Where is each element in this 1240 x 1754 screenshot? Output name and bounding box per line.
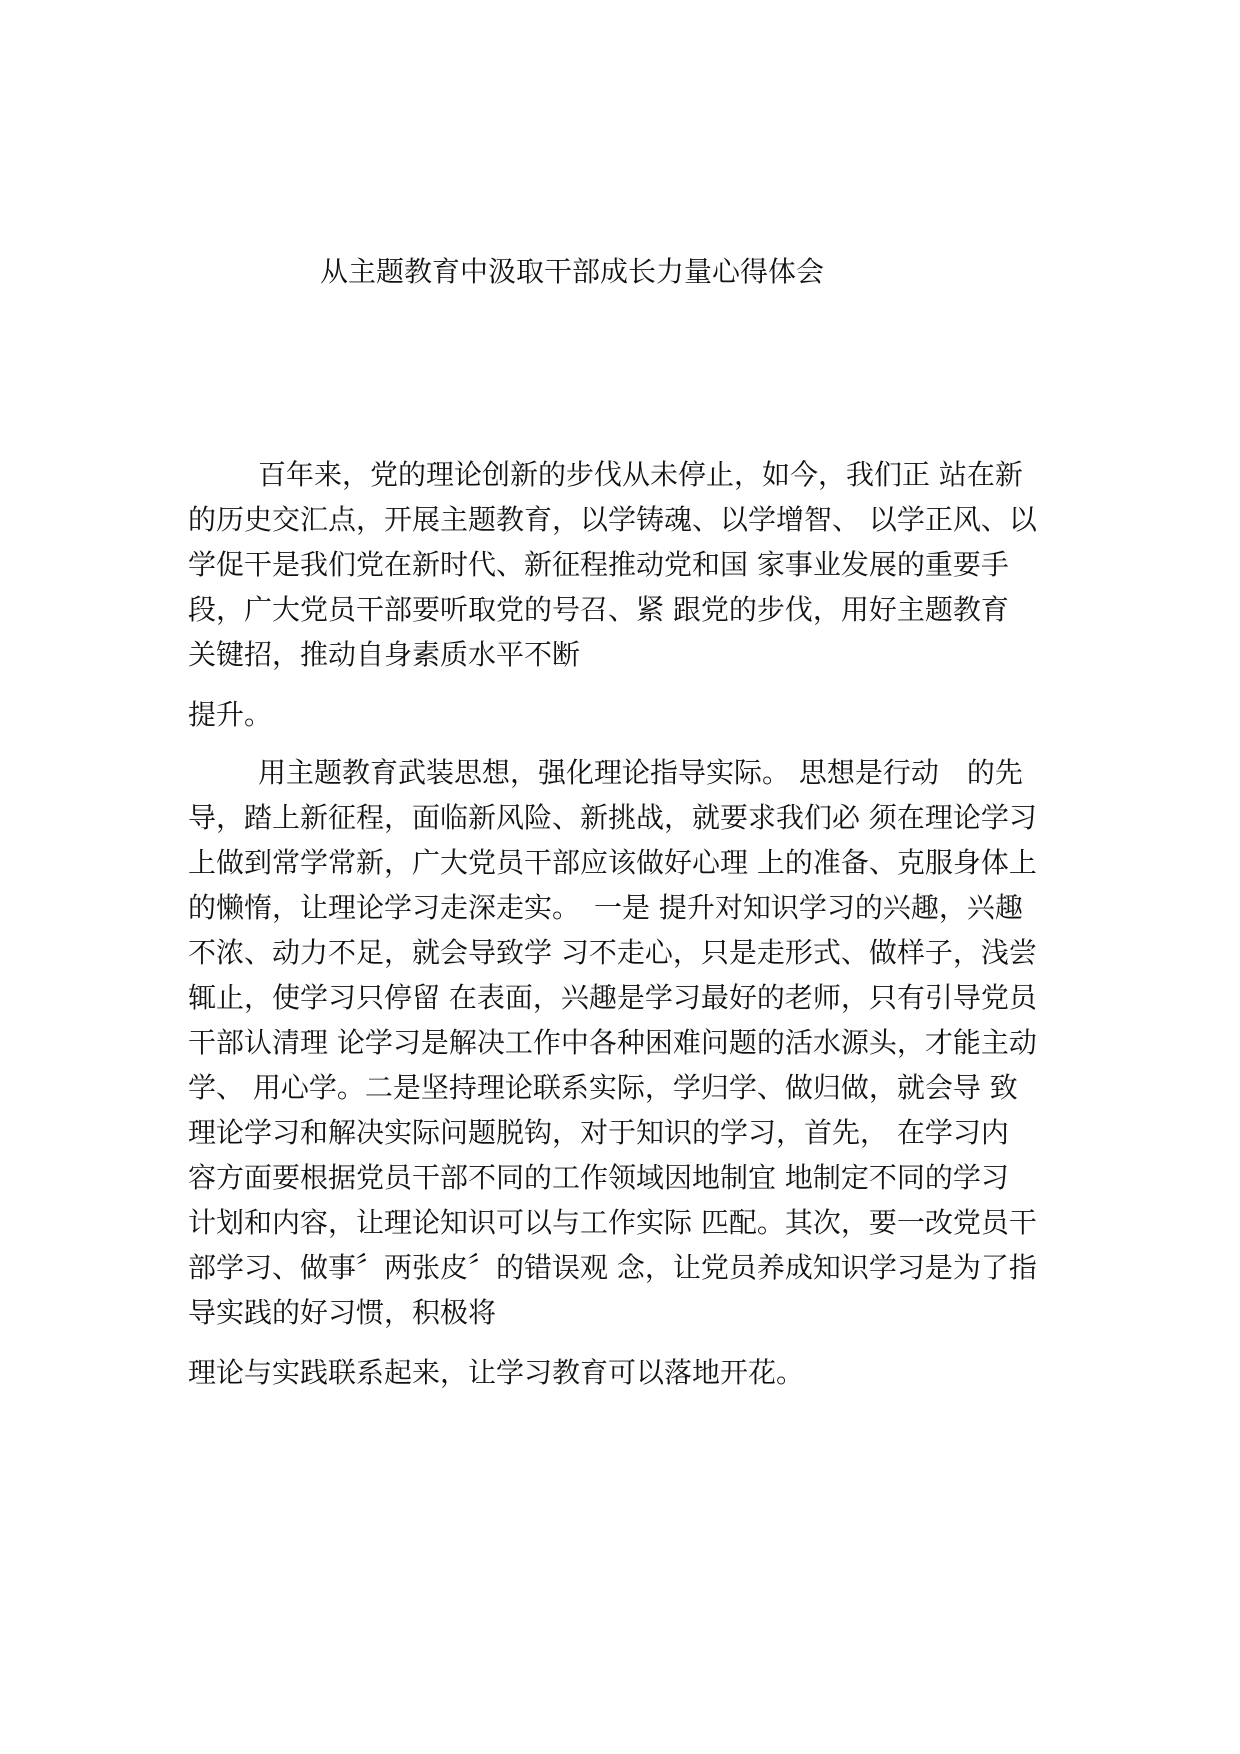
paragraph-2-line-9: 理论学习和解决实际问题脱钩，对于知识的学习，首先， 在学习内 [188, 1116, 1009, 1149]
document-title: 从主题教育中汲取干部成长力量心得体会 [320, 255, 825, 288]
paragraph-1-line-6: 提升。 [188, 698, 273, 731]
paragraph-2-line-8: 学、 用心学。二是坚持理论联系实际，学归学、做归做，就会导 致 [188, 1071, 1018, 1104]
paragraph-2-line-14: 理论与实践联系起来，让学习教育可以落地开花。 [188, 1356, 805, 1389]
paragraph-1-line-3: 学促干是我们党在新时代、新征程推动党和国 家事业发展的重要手 [188, 548, 1009, 581]
paragraph-1-line-1: 百年来，党的理论创新的步伐从未停止，如今，我们正 站在新 [258, 458, 1023, 491]
paragraph-2-line-5: 不浓、动力不足，就会导致学 习不走心，只是走形式、做样子，浅尝 [188, 936, 1037, 969]
paragraph-2-line-13: 导实践的好习惯，积极将 [188, 1296, 497, 1329]
paragraph-1-line-4: 段，广大党员干部要听取党的号召、紧 跟党的步伐，用好主题教育 [188, 593, 1009, 626]
paragraph-2-line-7: 干部认清理 论学习是解决工作中各种困难问题的活水源头，才能主动 [188, 1026, 1037, 1059]
paragraph-2-line-10: 容方面要根据党员干部不同的工作领域因地制宜 地制定不同的学习 [188, 1161, 1009, 1194]
paragraph-2-line-6: 辄止，使学习只停留 在表面，兴趣是学习最好的老师，只有引导党员 [188, 981, 1037, 1014]
paragraph-1-line-5: 关键招，推动自身素质水平不断 [188, 638, 581, 671]
paragraph-2-line-11: 计划和内容，让理论知识可以与工作实际 匹配。其次，要一改党员干 [188, 1206, 1037, 1239]
paragraph-2-line-4: 的懒惰，让理论学习走深走实。 一是 提升对知识学习的兴趣，兴趣 [188, 891, 1023, 924]
paragraph-1-line-2: 的历史交汇点，开展主题教育，以学铸魂、以学增智、 以学正风、以 [188, 503, 1037, 536]
paragraph-2-line-1: 用主题教育武装思想，强化理论指导实际。 思想是行动 的先 [258, 756, 1023, 789]
paragraph-2-line-2: 导，踏上新征程，面临新风险、新挑战，就要求我们必 须在理论学习 [188, 801, 1037, 834]
paragraph-2-line-12: 部学习、做事〞两张皮〞的错误观 念，让党员养成知识学习是为了指 [188, 1251, 1037, 1284]
paragraph-2-line-3: 上做到常学常新，广大党员干部应该做好心理 上的准备、克服身体上 [188, 846, 1037, 879]
